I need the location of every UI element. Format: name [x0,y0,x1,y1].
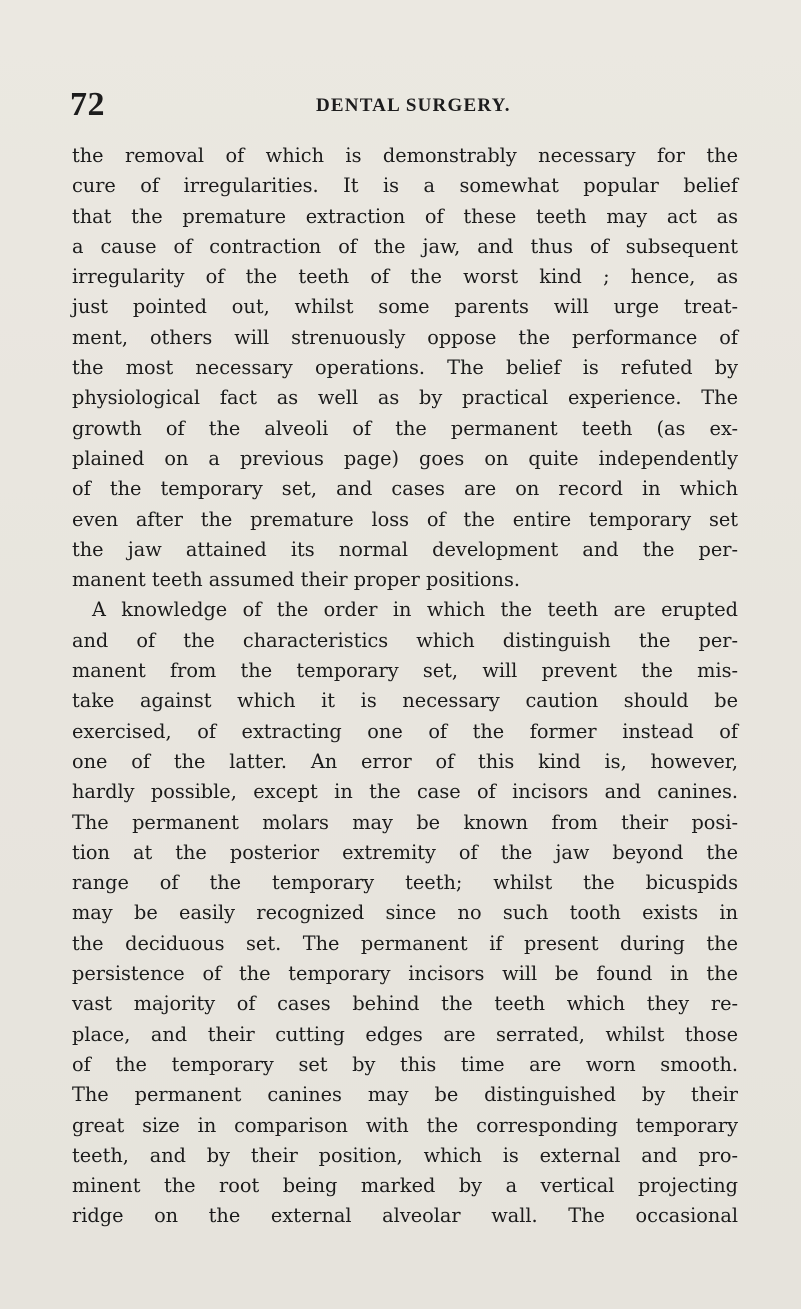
text-line: of the temporary set by this time are worn smooth. [72,1052,738,1076]
text-line: manent from the temporary set, will prevent the mis- [72,659,738,683]
text-line: of the temporary set, and cases are on record in which [72,477,738,501]
text-line: ridge on the external alveolar wall. The occasional [72,1204,738,1228]
text-line-paragraph-end: manent teeth assumed their proper positions. [72,568,520,592]
text-line: the deciduous set. The permanent if present during the [72,931,738,955]
running-title: DENTAL SURGERY. [316,95,511,116]
text-line-paragraph-start: A knowledge of the order in which the teeth are erupted [92,598,738,622]
text-line: and of the characteristics which distinguish the per- [72,628,738,652]
text-line: growth of the alveoli of the permanent teeth (as ex- [72,416,738,440]
page-number: 72 [70,86,105,123]
text-line: one of the latter. An error of this kind is, however, [72,749,738,773]
text-line: The permanent canines may be distinguished by their [72,1083,738,1107]
body-text [72,141,738,1232]
text-line: vast majority of cases behind the teeth which they re- [72,992,738,1016]
text-line: persistence of the temporary incisors will be found in the [72,962,738,986]
text-line: take against which it is necessary caution should be [72,689,738,713]
text-line: a cause of contraction of the jaw, and thus of subsequent [72,234,738,258]
text-line: physiological fact as well as by practical experience. The [72,386,738,410]
text-line: just pointed out, whilst some parents will urge treat- [72,295,738,319]
text-line: exercised, of extracting one of the former instead of [72,719,738,743]
text-line: that the premature extraction of these teeth may act as [72,204,738,228]
running-head [70,86,760,126]
text-line: The permanent molars may be known from their posi- [72,810,738,834]
text-line: plained on a previous page) goes on quite independently [72,446,738,470]
text-line: even after the premature loss of the entire temporary set [72,507,738,531]
text-line: hardly possible, except in the case of incisors and canines. [72,780,738,804]
text-line: great size in comparison with the corresponding temporary [72,1113,738,1137]
text-line: may be easily recognized since no such tooth exists in [72,901,738,925]
text-line: minent the root being marked by a vertical projecting [72,1174,738,1198]
text-line: the removal of which is demonstrably necessary for the [72,144,738,167]
text-line: cure of irregularities. It is a somewhat popular belief [72,174,738,198]
text-line: tion at the posterior extremity of the jaw beyond the [72,840,738,864]
text-line: the jaw attained its normal development and the per- [72,537,738,561]
text-line: ment, others will strenuously oppose the performance of [72,325,738,349]
text-line: place, and their cutting edges are serrated, whilst those [72,1022,738,1046]
text-line: the most necessary operations. The belief is refuted by [72,356,738,380]
text-line: irregularity of the teeth of the worst kind ; hence, as [72,265,738,289]
text-line: range of the temporary teeth; whilst the bicuspids [72,871,738,895]
text-line: teeth, and by their position, which is external and pro- [72,1143,738,1167]
